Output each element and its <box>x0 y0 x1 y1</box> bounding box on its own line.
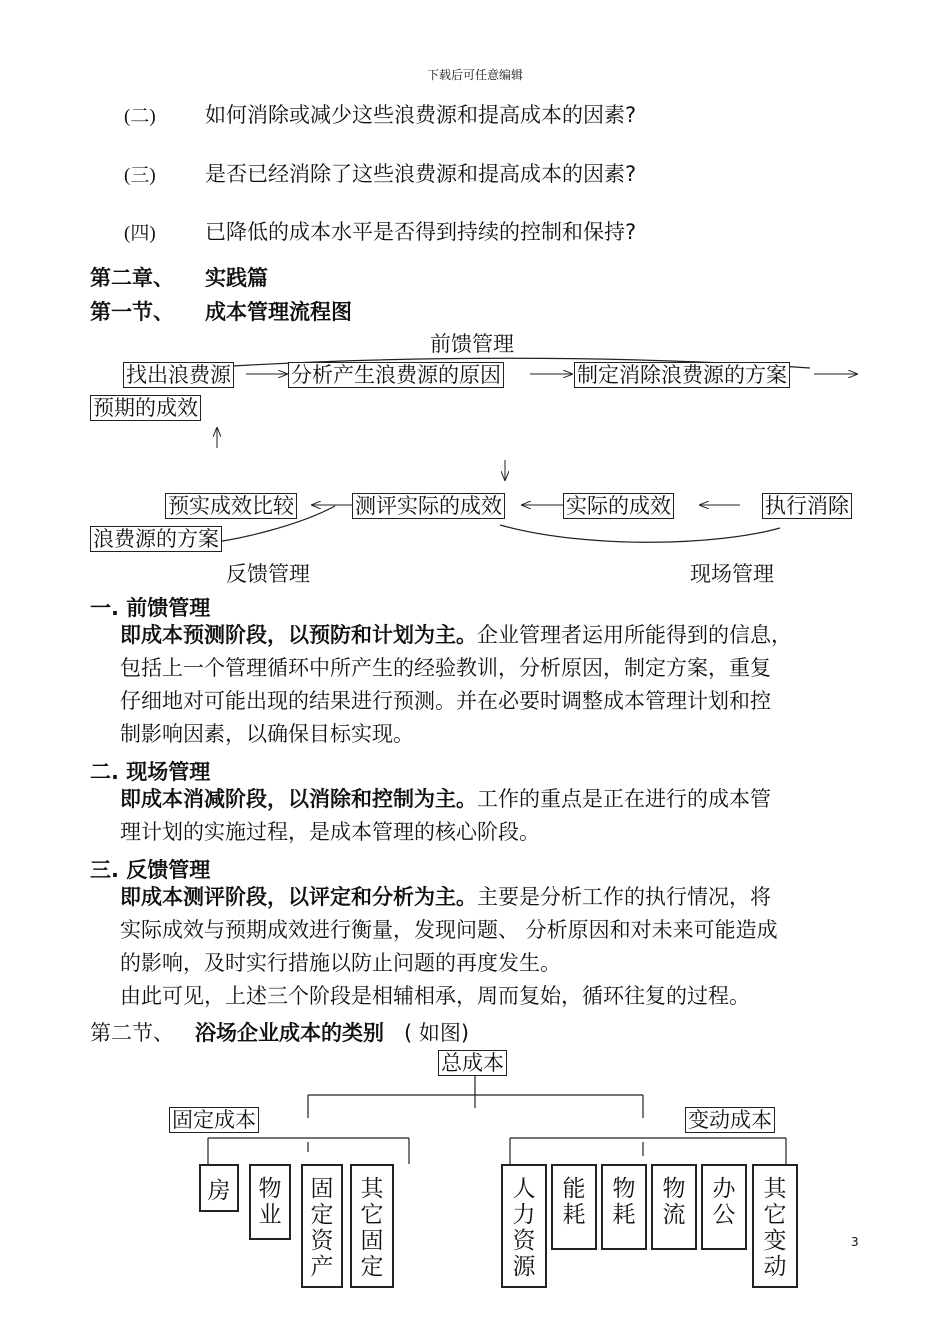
page-number: 3 <box>851 1235 859 1249</box>
part-lead: 即成本测评阶段，以评定和分析为主。 <box>120 885 477 909</box>
part-paragraph <box>120 881 778 980</box>
tree-leaf-fixed-assets: 固 定 资 产 <box>301 1164 343 1288</box>
site-label: 现场管理 <box>690 562 774 586</box>
part-heading: 二. 现场管理 <box>90 760 211 784</box>
tree-variable-cost: 变动成本 <box>685 1107 775 1133</box>
tree-leaf-materials: 物 耗 <box>601 1164 647 1250</box>
part-line: 实际成效与预期成效进行衡量，发现问题、 分析原因和对未来可能造成 <box>120 918 778 942</box>
part-line: 理计划的实施过程，是成本管理的核心阶段。 <box>120 820 540 844</box>
tree-leaf-energy: 能 耗 <box>551 1164 597 1250</box>
question-number: (四) <box>124 223 156 244</box>
flow-box-analyze-cause: 分析产生浪费源的原因 <box>288 362 504 388</box>
section-number: 第一节、 <box>90 300 174 324</box>
conclusion-text: 由此可见，上述三个阶段是相辅相承，周而复始，循环往复的过程。 <box>120 984 750 1008</box>
question-text: 如何消除或减少这些浪费源和提高成本的因素? <box>205 103 637 127</box>
flow-box-find-waste: 找出浪费源 <box>123 362 234 388</box>
tree-leaf-human-resources: 人 力 资 源 <box>501 1164 547 1288</box>
part-line: 主要是分析工作的执行情况，将 <box>477 885 771 909</box>
flow-box-actual-result: 实际的成效 <box>563 493 674 519</box>
question-number: (三) <box>124 165 156 186</box>
tree-leaf-property: 物 业 <box>249 1164 291 1240</box>
flow-box-execute: 执行消除 <box>762 493 852 519</box>
section2-number: 第二节、 <box>90 1021 174 1045</box>
part-paragraph <box>120 619 792 751</box>
part-line: 企业管理者运用所能得到的信息， <box>477 623 792 647</box>
chapter-title: 实践篇 <box>205 266 268 290</box>
tree-root-total-cost: 总成本 <box>438 1050 507 1076</box>
tree-leaf-logistics: 物 流 <box>651 1164 697 1250</box>
tree-fixed-cost: 固定成本 <box>169 1107 259 1133</box>
flow-box-evaluate-actual: 测评实际的成效 <box>352 493 505 519</box>
section2-note: ( 如图) <box>404 1021 470 1045</box>
part-lead: 即成本预测阶段，以预防和计划为主。 <box>120 623 477 647</box>
feedback-label: 反馈管理 <box>226 562 310 586</box>
chapter-number: 第二章、 <box>90 266 174 290</box>
part-line: 包括上一个管理循环中所产生的经验教训，分析原因，制定方案，重复 <box>120 656 771 680</box>
tree-leaf-house: 房 <box>199 1164 239 1212</box>
question-number: (二) <box>124 106 156 127</box>
flow-box-expected-result: 预期的成效 <box>90 395 201 421</box>
question-text: 已降低的成本水平是否得到持续的控制和保持? <box>205 220 637 244</box>
part-line: 制影响因素，以确保目标实现。 <box>120 722 414 746</box>
section-title: 成本管理流程图 <box>205 300 352 324</box>
tree-leaf-other-fixed: 其 它 固 定 <box>350 1164 394 1288</box>
part-paragraph <box>120 783 771 849</box>
feedforward-label: 前馈管理 <box>430 332 514 356</box>
part-lead: 即成本消减阶段，以消除和控制为主。 <box>120 787 477 811</box>
part-heading: 三. 反馈管理 <box>90 858 211 882</box>
part-line: 工作的重点是正在进行的成本管 <box>477 787 771 811</box>
site-curve <box>500 525 780 542</box>
question-text: 是否已经消除了这些浪费源和提高成本的因素? <box>205 162 637 186</box>
section2-title: 浴场企业成本的类别 <box>195 1021 384 1045</box>
tree-leaf-other-variable: 其 它 变 动 <box>752 1164 798 1288</box>
flow-box-execute-tail: 浪费源的方案 <box>90 526 222 552</box>
flow-box-make-plan: 制定消除浪费源的方案 <box>574 362 790 388</box>
flow-box-compare: 预实成效比较 <box>165 493 297 519</box>
part-line: 仔细地对可能出现的结果进行预测。并在必要时调整成本管理计划和控 <box>120 689 771 713</box>
page-header-note: 下载后可任意编辑 <box>426 68 523 82</box>
part-heading: 一. 前馈管理 <box>90 596 211 620</box>
tree-leaf-office: 办 公 <box>701 1164 747 1250</box>
part-line: 的影响，及时实行措施以防止问题的再度发生。 <box>120 951 561 975</box>
